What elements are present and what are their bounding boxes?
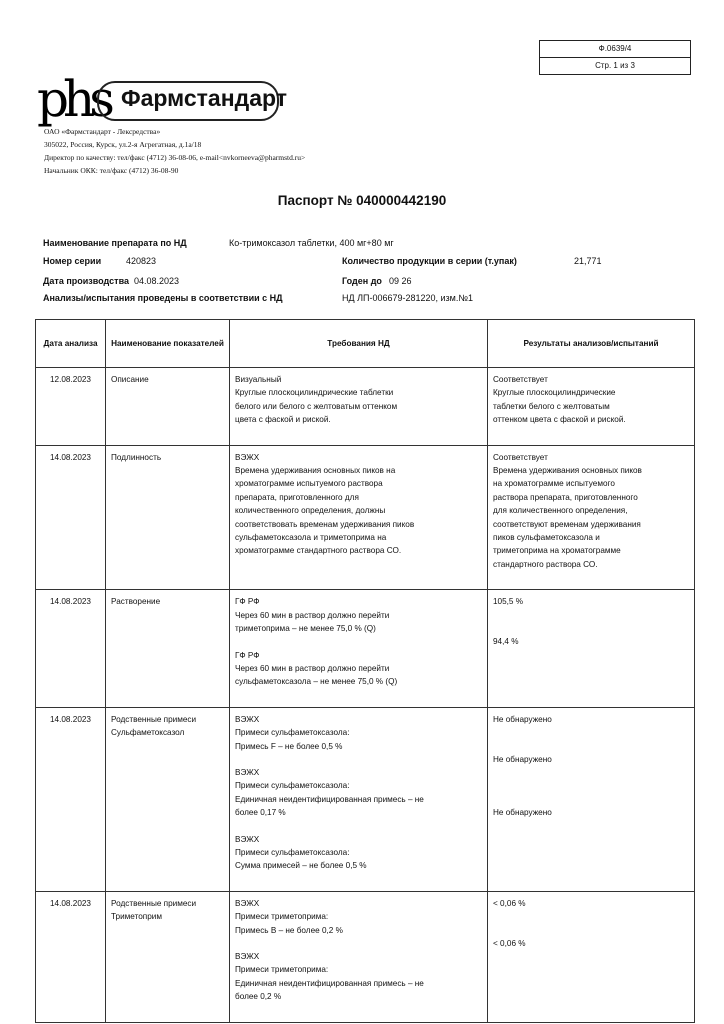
result-block: Не обнаружено (493, 807, 552, 817)
table-row (36, 707, 695, 891)
requirement-block: Визуальный Круглые плоскоцилиндрические таблетки белого или белого с желтоватым оттенком цвета с фаской и риской. (235, 375, 398, 425)
cell-requirements (230, 707, 488, 891)
requirement-block: ВЭЖХ Примеси сульфаметоксазола: Единичная неидентифицированная примесь – не более 0,17 % (235, 767, 424, 818)
expiry-label: Годен до (342, 276, 382, 286)
quantity-label: Количество продукции в серии (т.упак) (342, 256, 517, 266)
cell-date: 14.08.2023 (36, 445, 106, 590)
result-block: Не обнаружено (493, 754, 552, 764)
logo-mark: phs (37, 70, 109, 128)
production-date-value: 04.08.2023 (134, 276, 180, 286)
cell-requirements (230, 590, 488, 707)
header-indicator: Наименование показателей (106, 320, 230, 368)
result-block: Соответствует Круглые плоскоцилиндрические таблетки белого с желтоватым оттенком цвета с фаской и риской. (493, 375, 626, 425)
table-row (36, 590, 695, 707)
table-body (36, 368, 695, 1023)
cell-date: 14.08.2023 (36, 891, 106, 1022)
logo-name: Фармстандарт (121, 85, 288, 111)
requirement-block: ГФ РФ Через 60 мин в раствор должно перейти триметоприма – не менее 75,0 % (Q) (235, 597, 390, 634)
quantity-value: 21,771 (574, 256, 602, 266)
cell-indicator: Описание (106, 368, 230, 446)
form-code-box (539, 40, 691, 75)
production-date-label: Дата производства (43, 276, 129, 286)
cell-results (488, 445, 695, 590)
tests-value: НД ЛП-006679-281220, изм.№1 (342, 293, 474, 303)
company-name: ОАО «Фармстандарт - Лексредства» (44, 127, 161, 136)
requirement-block: ВЭЖХ Примеси триметоприма: Примесь B – не более 0,2 % (235, 898, 343, 935)
page-number: Стр. 1 из 3 (595, 61, 635, 70)
cell-indicator: Растворение (106, 590, 230, 707)
header-date: Дата анализа (36, 320, 106, 368)
logo-pill (97, 81, 288, 121)
cell-results (488, 891, 695, 1022)
header-requirements: Требования НД (230, 320, 488, 368)
requirement-block: ВЭЖХ Примеси триметоприма: Единичная неидентифицированная примесь – не более 0,2 % (235, 952, 424, 1002)
result-block: < 0,06 % (493, 938, 526, 948)
cell-indicator: Родственные примеси Сульфаметоксазол (106, 707, 230, 891)
cell-requirements (230, 445, 488, 590)
result-block: 94,4 % (493, 637, 519, 647)
requirement-block: ВЭЖХ Времена удерживания основных пиков на хроматограмме испытуемого раствора препарата, приготовленного для количественного определения, должны соответствовать временам удерживания пиков сульфаметоксазола и триметоприма на хроматограмме стандартного раствора СО. (235, 452, 415, 556)
company-okk: Начальник ОКК: тел/факс (4712) 36-08-90 (44, 166, 179, 175)
requirement-block: ВЭЖХ Примеси сульфаметоксазола: Сумма примесей – не более 0,5 % (235, 834, 367, 871)
results-table (35, 319, 695, 1023)
series-label: Номер серии (43, 256, 102, 266)
cell-requirements (230, 368, 488, 446)
expiry-value: 09 26 (389, 276, 412, 286)
cell-indicator: Родственные примеси Триметоприм (106, 891, 230, 1022)
table-row (36, 368, 695, 446)
cell-date: 14.08.2023 (36, 590, 106, 707)
table-header-row (36, 320, 695, 368)
cell-indicator: Подлинность (106, 445, 230, 590)
result-block: Не обнаружено (493, 714, 552, 724)
drug-value: Ко-тримоксазол таблетки, 400 мг+80 мг (229, 238, 394, 248)
result-block: Соответствует Времена удерживания основных пиков на хроматограмме испытуемого раствора препарата, приготовленного для количественного определения, соответствуют временам удерживания пиков сульфаметоксазола и триметоприма на хроматограмме стандартного раствора СО. (493, 452, 642, 569)
cell-results (488, 590, 695, 707)
series-value: 420823 (126, 256, 157, 266)
cell-results (488, 707, 695, 891)
cell-date: 12.08.2023 (36, 368, 106, 446)
requirement-block: ВЭЖХ Примеси сульфаметоксазола: Примесь F – не более 0,5 % (235, 714, 350, 751)
table-row (36, 445, 695, 590)
result-block: < 0,06 % (493, 898, 526, 908)
company-address: 305022, Россия, Курск, ул.2-я Агрегатная, д.1а/18 (44, 140, 202, 149)
cell-results (488, 368, 695, 446)
drug-label: Наименование препарата по НД (43, 238, 187, 248)
cell-date: 14.08.2023 (36, 707, 106, 891)
tests-label: Анализы/испытания проведены в соответствии с НД (43, 293, 283, 303)
result-block: 105,5 % (493, 597, 524, 607)
company-director: Директор по качеству: тел/факс (4712) 36-08-06, e-mail<nvkorneeva@pharmstd.ru> (44, 153, 306, 162)
page-title: Паспорт № 040000442190 (277, 193, 447, 208)
header-results: Результаты анализов/испытаний (488, 320, 695, 368)
form-code: Ф.0639/4 (540, 41, 690, 58)
table-row (36, 891, 695, 1022)
requirement-block: ГФ РФ Через 60 мин в раствор должно перейти сульфаметоксазола – не менее 75,0 % (Q) (235, 650, 398, 687)
cell-requirements (230, 891, 488, 1022)
